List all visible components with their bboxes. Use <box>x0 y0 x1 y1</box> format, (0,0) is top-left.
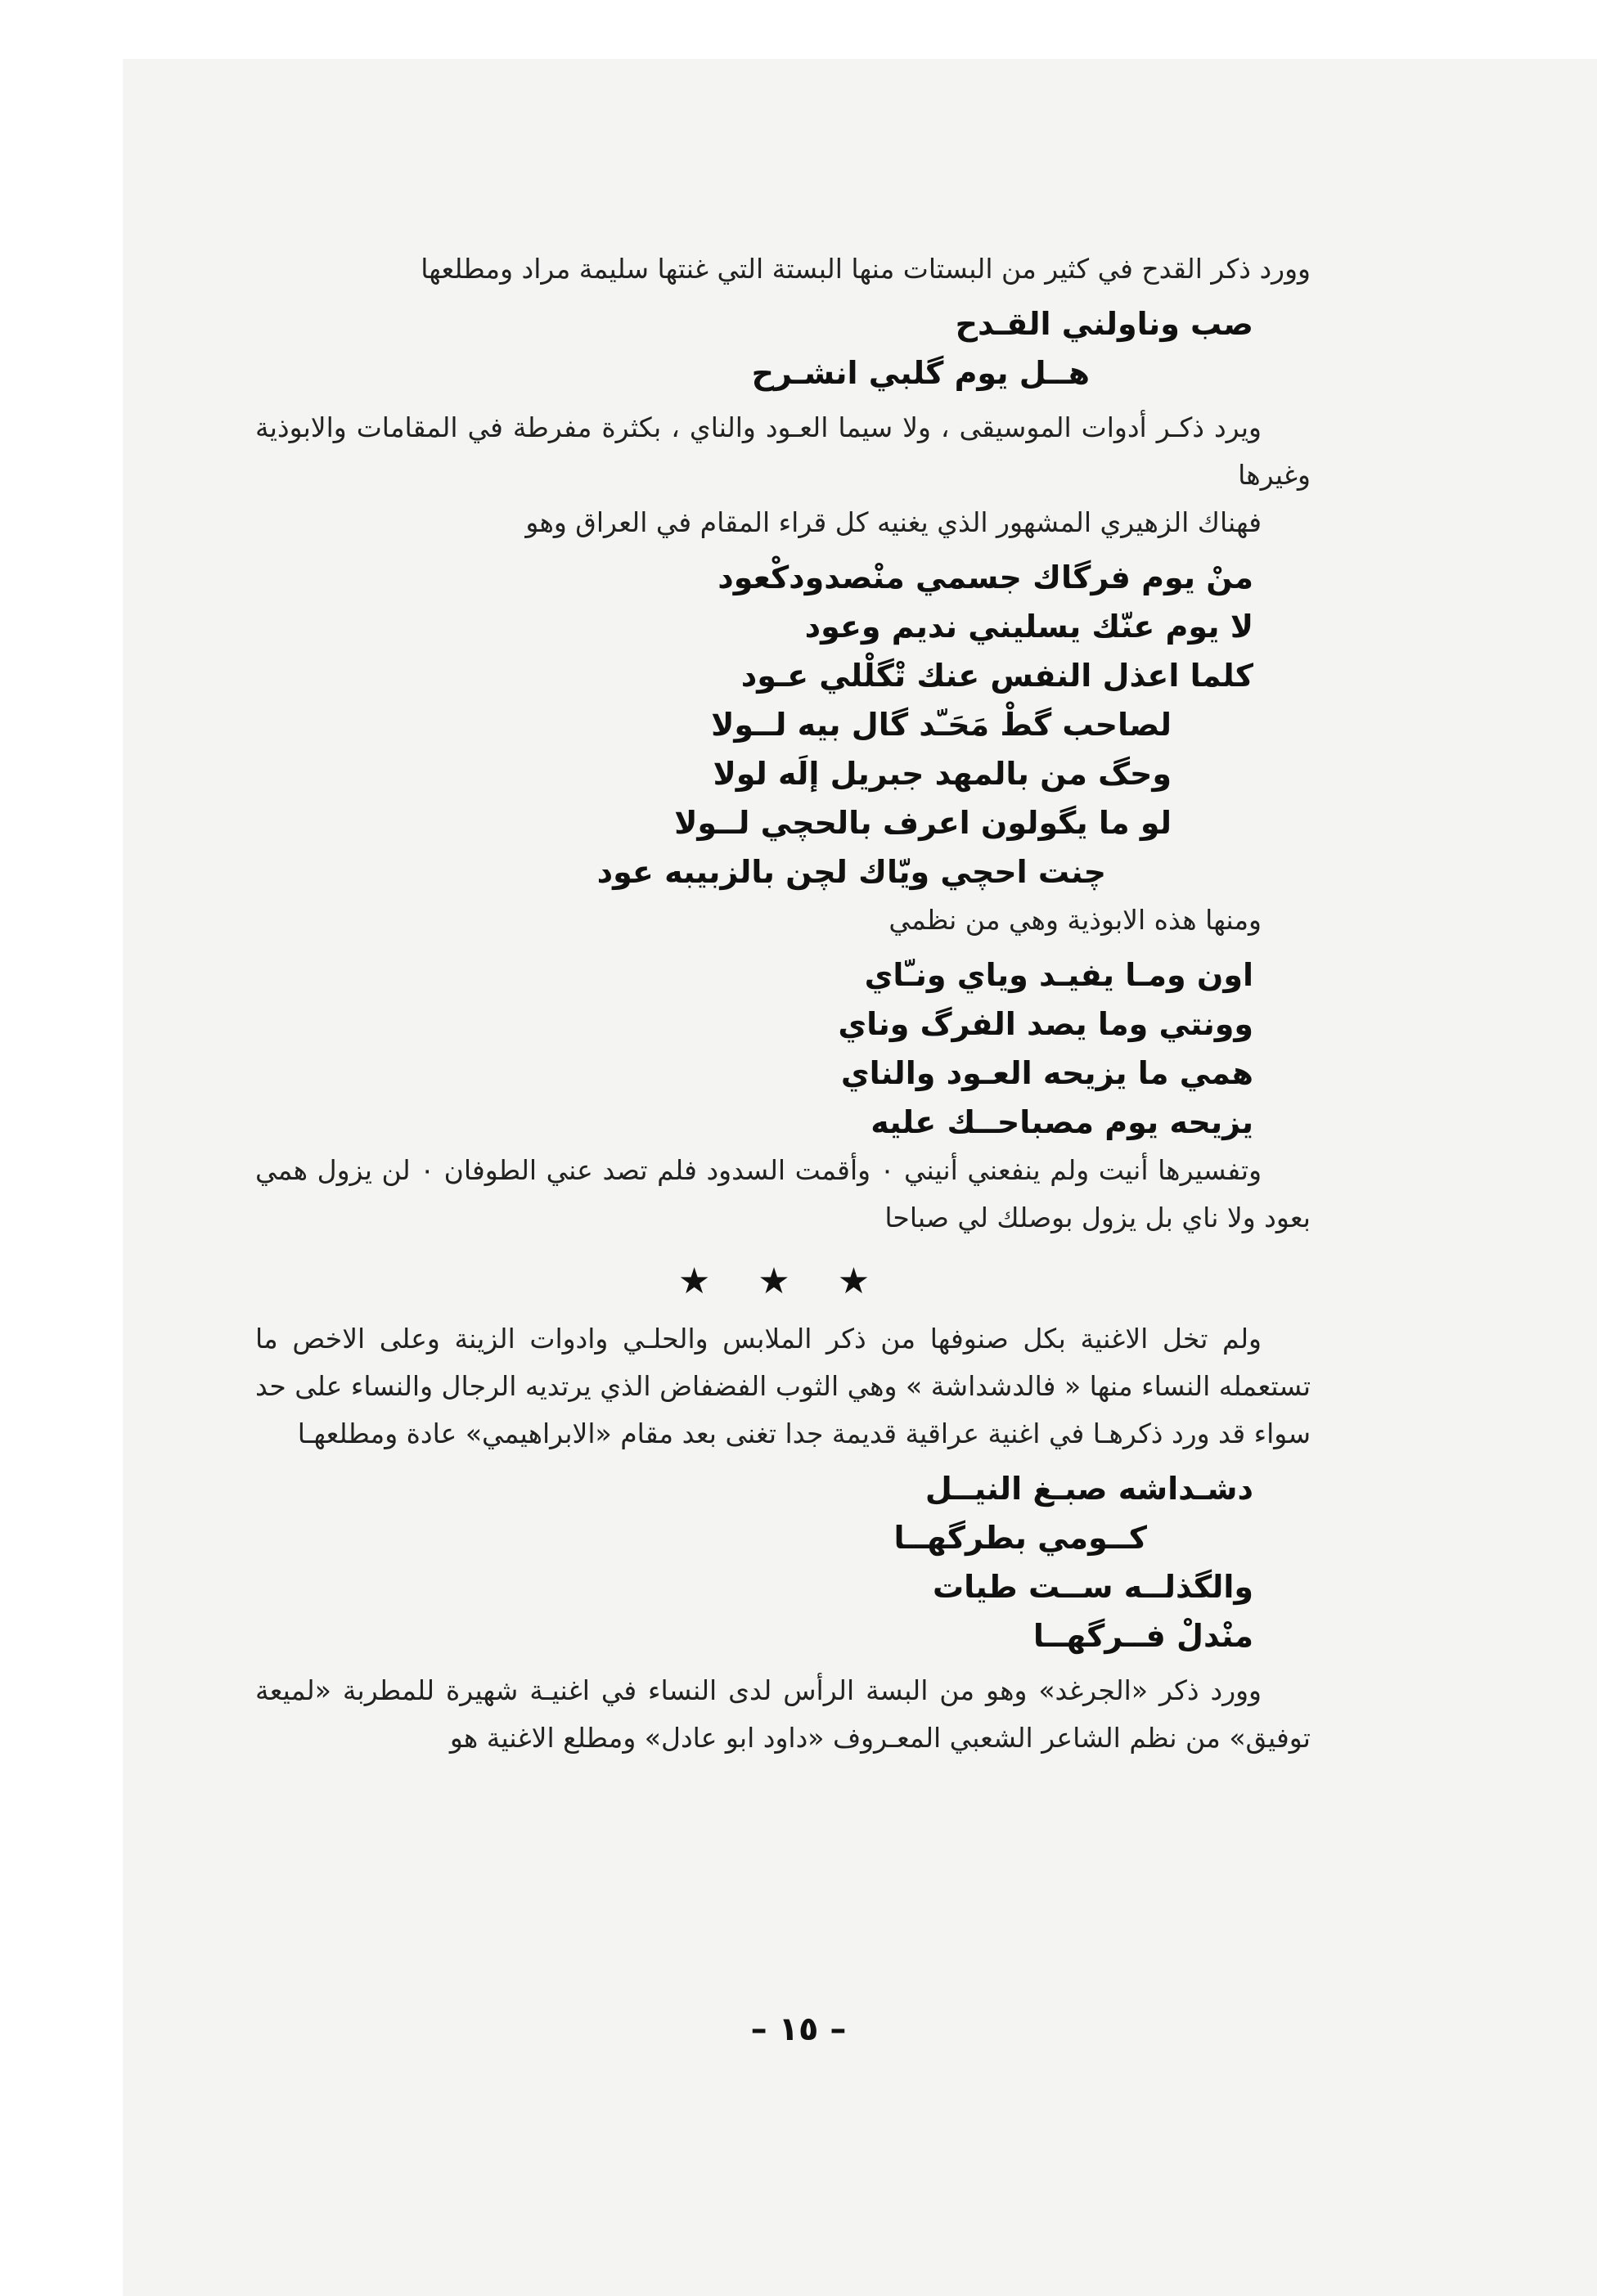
scan-margin <box>0 0 123 2296</box>
verse-line: وحگ من بالمهد جبريل إلَه لولا <box>713 756 1172 792</box>
verse-line: والگذلــه ســت طيات <box>932 1569 1253 1605</box>
paragraph: فهناك الزهيري المشهور الذي يغنيه كل قراء المقام في العراق وهو <box>525 506 1262 538</box>
verse-line: منْ يوم فرگاك جسمي منْصدودكْعود <box>718 559 1253 595</box>
verse-line: وونتي وما يصد الفرگ وناي <box>838 1006 1253 1042</box>
verse-line: صب وناولني القـدح <box>955 306 1253 342</box>
paragraph: ويرد ذكـر أدوات الموسيقى ، ولا سيما العـود والناي ، بكثرة مفرطة في المقامات والابوذية وغيرها <box>255 411 1311 491</box>
paragraph: ومنها هذه الابوذية وهي من نظمي <box>888 904 1262 936</box>
verse-line: منْدلْ فــرگهــا <box>1032 1618 1253 1654</box>
paragraph: وورد ذكر القدح في كثير من البستات منها البستة التي غنتها سليمة مراد ومطلعها <box>421 253 1311 285</box>
verse-line: لا يوم عنّك يسليني نديم وعود <box>804 609 1253 645</box>
page-number: – ١٥ – <box>750 2011 847 2048</box>
verse-line: لصاحب گطْ مَحَـّد گال بيه لــولا <box>711 707 1172 743</box>
verse-line: چنت احچي ويّاك لچن بالزبيبه عود <box>596 854 1106 890</box>
section-separator: ★ ★ ★ <box>677 1260 888 1302</box>
verse-line: يزيحه يوم مصباحــك عليه <box>870 1104 1253 1140</box>
verse-line: همي ما يزيحه العـود والناي <box>840 1055 1253 1091</box>
verse-line: هــل يوم گلبي انشـرح <box>751 355 1090 391</box>
verse-line: دشـداشه صبـغ النيــل <box>924 1471 1253 1507</box>
verse-line: كــومي بطرگهــا <box>893 1520 1147 1556</box>
paragraph: وورد ذكر «الجرغد» وهو من البسة الرأس لدى النساء في اغنيـة شهيرة للمطربة «لميعة توفيق» من نظم الشاعر الشعبي المعـروف «داود ابو عادل» ومطلع الاغنية هو <box>255 1674 1311 1754</box>
verse-line: لو ما يگولون اعرف بالحچي لــولا <box>674 805 1172 841</box>
paragraph: وتفسيرها أنيت ولم ينفعني أنيني ٠ وأقمت السدود فلم تصد عني الطوفان ٠ لن يزول همي بعود ولا ناي بل يزول بوصلك لي صباحا <box>255 1154 1311 1233</box>
page-body <box>255 245 1311 1762</box>
verse-line: كلما اعذل النفس عنك تْگلْلي عـود <box>740 658 1253 694</box>
verse-line: اون ومـا يفيـد وياي ونـّاي <box>864 957 1253 993</box>
paragraph: ولم تخل الاغنية بكل صنوفها من ذكر الملابس والحلـي وادوات الزينة وعلى الاخص ما تستعمله النساء منها « فالدشداشة » وهي الثوب الفضفاض الذي يرتديه الرجال والنساء على حد سواء قد ورد ذكرهـا في اغنية عراقية قديمة جدا تغنى بعد مقام «الابراهيمي» عادة ومطلعهـا <box>255 1323 1311 1449</box>
